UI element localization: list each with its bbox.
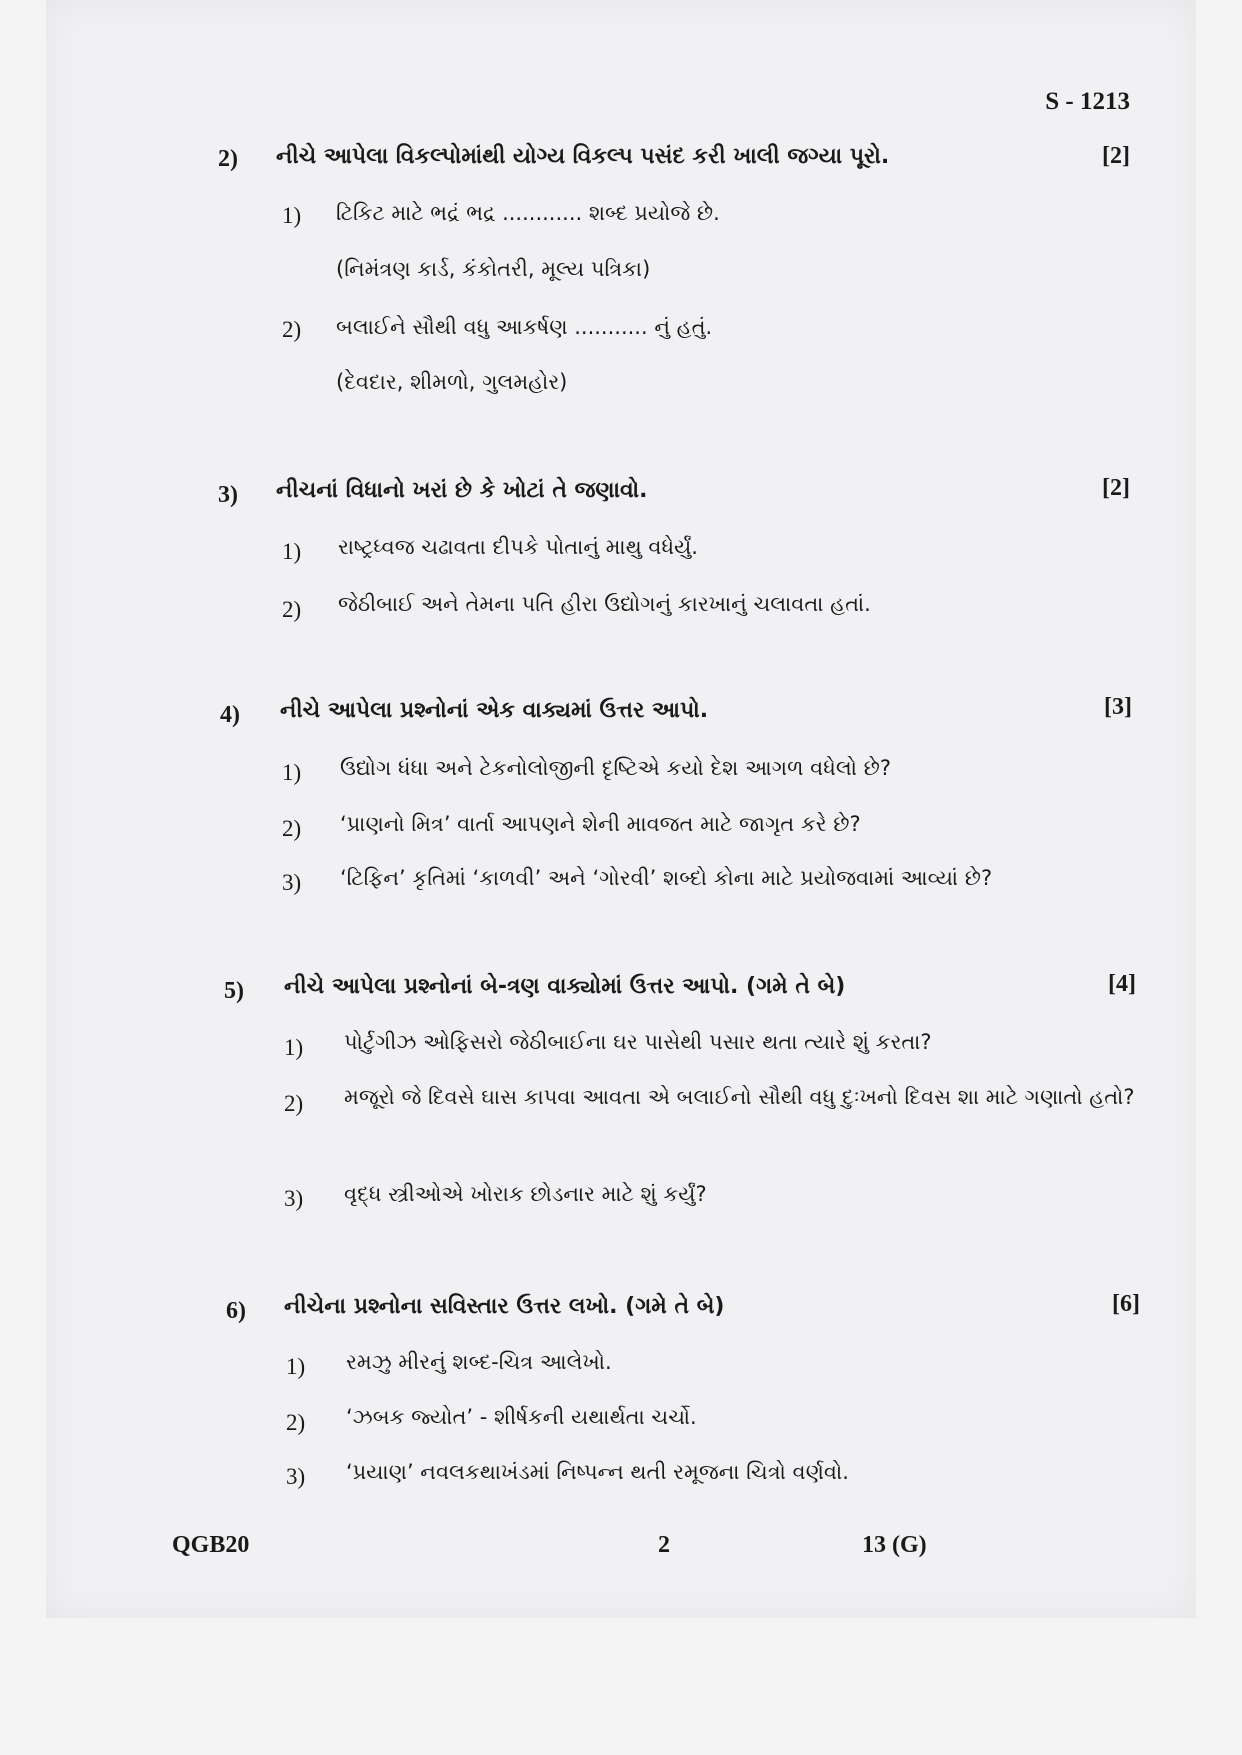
item-text: વૃદ્ધ સ્ત્રીઓએ ખોરાક છોડનાર માટે શું કર્યું? [344, 1182, 707, 1206]
item-text: ‘ઝબક જ્યોત’ - શીર્ષકની યથાર્થતા ચર્ચો. [346, 1405, 697, 1429]
question-number: 2) [218, 146, 238, 172]
item-text: ‘ટિફિન’ કૃતિમાં ‘કાળવી’ અને ‘ગોરવી’ શબ્દો કોના માટે પ્રયોજવામાં આવ્યાં છે? [340, 866, 993, 890]
item-text: બલાઈને સૌથી વધુ આકર્ષણ ........... નું હતું. [336, 315, 713, 339]
question-heading: નીચેના પ્રશ્નોના સવિસ્તાર ઉત્તર લખો. (ગમે તે બે) [284, 1294, 725, 1319]
item-number: 1) [282, 760, 302, 785]
item-text: પોર્ટુગીઝ ઓફિસરો જેઠીબાઈના ઘર પાસેથી પસાર થતા ત્યારે શું કરતા? [344, 1030, 932, 1054]
page-number: 2 [658, 1532, 670, 1558]
item-number: 1) [282, 539, 302, 564]
item-number: 2) [282, 816, 302, 841]
item-number: 2) [282, 317, 302, 342]
question-heading: નીચનાં વિધાનો ખરાં છે કે ખોટાં તે જણાવો. [276, 478, 648, 503]
item-number: 1) [282, 203, 302, 228]
item-text: ટિકિટ માટે ભદ્રં ભદ્ર ............ શબ્દ પ્રયોજે છે. [336, 201, 720, 225]
question-number: 4) [220, 702, 240, 728]
footer-left-code: QGB20 [172, 1532, 250, 1558]
paper-code: S - 1213 [1045, 88, 1130, 115]
question-marks: [3] [1104, 694, 1132, 720]
item-options: (દેવદાર, શીમળો, ગુલમહોર) [336, 370, 568, 394]
item-number: 3) [286, 1464, 306, 1489]
item-text: ‘પ્રયાણ’ નવલકથાખંડમાં નિષ્પન્ન થતી રમૂજના ચિત્રો વર્ણવો. [346, 1460, 849, 1484]
question-number: 3) [218, 482, 238, 508]
question-heading: નીચે આપેલા પ્રશ્નોનાં એક વાક્યમાં ઉત્તર આપો. [280, 698, 709, 723]
question-number: 6) [226, 1298, 246, 1324]
question-heading: નીચે આપેલા પ્રશ્નોનાં બે-ત્રણ વાક્યોમાં ઉત્તર આપો. (ગમે તે બે) [284, 974, 846, 999]
item-text: રમઝુ મીરનું શબ્દ-ચિત્ર આલેખો. [346, 1350, 612, 1374]
item-number: 2) [284, 1091, 304, 1116]
item-number: 3) [284, 1186, 304, 1211]
question-marks: [6] [1112, 1291, 1140, 1317]
footer-right-code: 13 (G) [862, 1532, 927, 1558]
item-number: 2) [286, 1410, 306, 1435]
item-text: રાષ્ટ્રધ્વજ ચઢાવતા દીપકે પોતાનું માથુ વધેર્યું. [338, 535, 698, 559]
item-text: જેઠીબાઈ અને તેમના પતિ હીરા ઉદ્યોગનું કારખાનું ચલાવતા હતાં. [338, 592, 871, 616]
paper-sheet [46, 0, 1196, 1618]
item-text: ‘પ્રાણનો મિત્ર’ વાર્તા આપણને શેની માવજત માટે જાગૃત કરે છે? [340, 812, 861, 836]
question-marks: [2] [1102, 475, 1130, 501]
item-text: મજૂરો જે દિવસે ઘાસ કાપવા આવતા એ બલાઈનો સૌથી વધુ દુઃખનો દિવસ શા માટે ગણાતો હતો? [344, 1085, 1135, 1109]
item-text: ઉદ્યોગ ધંધા અને ટેકનોલોજીની દૃષ્ટિએ કયો દેશ આગળ વધેલો છે? [340, 756, 892, 780]
question-number: 5) [224, 978, 244, 1004]
question-heading: નીચે આપેલા વિકલ્પોમાંથી યોગ્ય વિકલ્પ પસંદ કરી ખાલી જગ્યા પૂરો. [276, 144, 890, 169]
item-number: 2) [282, 597, 302, 622]
item-number: 1) [284, 1035, 304, 1060]
item-number: 1) [286, 1354, 306, 1379]
question-marks: [2] [1102, 143, 1130, 169]
item-number: 3) [282, 870, 302, 895]
item-options: (નિમંત્રણ કાર્ડ, કંકોતરી, મૂલ્ય પત્રિકા) [336, 257, 651, 281]
question-marks: [4] [1108, 971, 1136, 997]
